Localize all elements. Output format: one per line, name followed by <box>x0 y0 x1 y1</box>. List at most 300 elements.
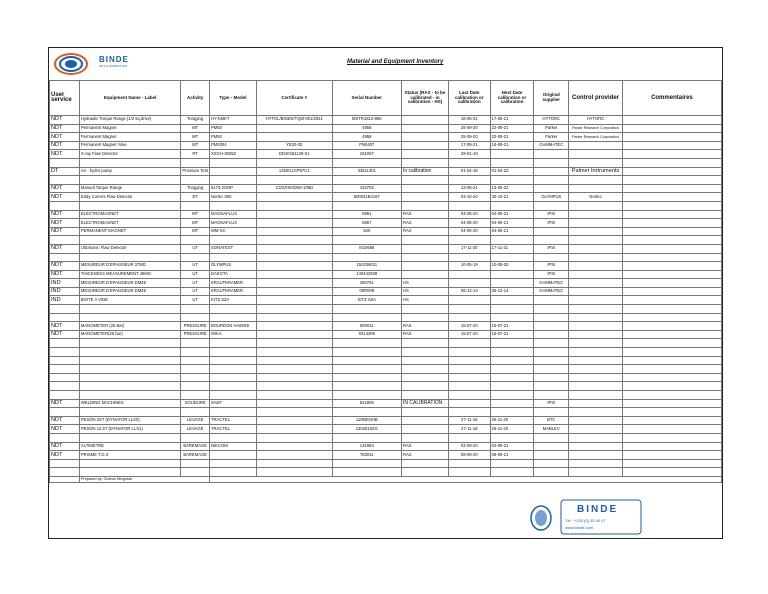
cell-last-date <box>448 270 490 279</box>
cell-activity <box>181 176 210 185</box>
cell-control <box>569 416 623 425</box>
cell-service <box>50 236 80 245</box>
cell-last-date <box>448 158 490 167</box>
table-row <box>50 399 722 408</box>
cell-last-date <box>448 313 490 322</box>
cell-next-date: 13-05-22 <box>490 184 534 193</box>
cell-activity: PRESSURE <box>181 330 210 339</box>
table-row <box>50 193 722 202</box>
cell-comments <box>622 330 721 339</box>
cell-control <box>569 287 623 296</box>
cell-next-date: 17-05-21 <box>490 116 534 125</box>
cell-equipment <box>79 391 181 400</box>
cell-comments <box>622 442 721 451</box>
cell-control <box>569 468 623 477</box>
cell-control <box>569 451 623 460</box>
cell-type <box>209 382 256 391</box>
cell-certificate <box>256 262 332 271</box>
cell-next-date <box>490 408 534 417</box>
cell-next-date <box>490 356 534 365</box>
table-row <box>50 210 722 219</box>
cell-status <box>401 416 448 425</box>
cell-activity <box>181 201 210 210</box>
table-row <box>50 133 722 142</box>
cell-status <box>401 373 448 382</box>
cell-equipment: Hydraulic Torque Range (1/2 sq.drive) <box>79 116 181 125</box>
cell-service <box>50 339 80 348</box>
cell-activity: Torqging <box>181 116 210 125</box>
cell-control <box>569 262 623 271</box>
cell-serial: 150236011 <box>332 262 401 271</box>
cell-next-date <box>490 313 534 322</box>
cell-supplier <box>534 296 569 305</box>
header-certificate: Certificate # <box>256 81 332 116</box>
cell-type: 6173-2GNP <box>209 184 256 193</box>
inventory-body <box>50 116 722 477</box>
cell-type <box>209 391 256 400</box>
cell-type <box>209 373 256 382</box>
cell-type <box>209 451 256 460</box>
table-row <box>50 425 722 434</box>
cell-activity: PRESSURE <box>181 322 210 331</box>
cell-equipment <box>79 348 181 357</box>
cell-activity: MT <box>181 133 210 142</box>
cell-serial: 4958 <box>332 124 401 133</box>
cell-certificate <box>256 253 332 262</box>
cell-supplier: MABLEV <box>534 425 569 434</box>
cell-last-date: 04-06-20 <box>448 210 490 219</box>
cell-next-date: 10-05-20 <box>490 262 534 271</box>
table-row <box>50 227 722 236</box>
cell-activity: MT <box>181 124 210 133</box>
table-row <box>50 373 722 382</box>
cell-type <box>209 365 256 374</box>
cell-last-date: 15-07-20 <box>448 322 490 331</box>
cell-next-date: 30-10-21 <box>490 193 534 202</box>
cell-serial <box>332 468 401 477</box>
cell-service <box>50 253 80 262</box>
cell-equipment: WELDING MACHINES <box>79 399 181 408</box>
cell-certificate <box>256 322 332 331</box>
cell-comments <box>622 176 721 185</box>
company-stamp <box>529 494 679 544</box>
cell-certificate <box>256 219 332 228</box>
cell-supplier <box>534 356 569 365</box>
cell-serial <box>332 313 401 322</box>
cell-activity <box>181 391 210 400</box>
cell-certificate: COS/HIS/DIM-1/9BI <box>256 184 332 193</box>
table-row <box>50 356 722 365</box>
cell-type <box>209 201 256 210</box>
cell-type: SONATEST <box>209 244 256 253</box>
cell-certificate <box>256 382 332 391</box>
cell-certificate <box>256 433 332 442</box>
cell-type: WM-SC <box>209 227 256 236</box>
cell-service <box>50 176 80 185</box>
cell-certificate <box>256 287 332 296</box>
cell-serial: 783011 <box>332 451 401 460</box>
cell-comments <box>622 425 721 434</box>
cell-next-date: 26-11-20 <box>490 425 534 434</box>
cell-status <box>401 459 448 468</box>
cell-last-date: 25-09-20 <box>448 133 490 142</box>
cell-next-date: 04-06-21 <box>490 219 534 228</box>
table-row <box>50 382 722 391</box>
cell-supplier <box>534 305 569 314</box>
cell-control <box>569 279 623 288</box>
cell-equipment <box>79 339 181 348</box>
cell-comments <box>622 236 721 245</box>
cell-supplier <box>534 433 569 442</box>
cell-type: BOURDON HAENNI <box>209 322 256 331</box>
cell-type: PM50 <box>209 133 256 142</box>
cell-serial: 5861 <box>332 210 401 219</box>
cell-serial <box>332 339 401 348</box>
cell-serial: 1302010ZG <box>332 425 401 434</box>
cell-activity <box>181 158 210 167</box>
cell-supplier <box>534 408 569 417</box>
header-last-date: Last Date calibration or calibration <box>448 81 490 116</box>
cell-activity: ET <box>181 193 210 202</box>
cell-last-date <box>448 176 490 185</box>
cell-control: Parker Research Corporation <box>569 124 623 133</box>
header-equipment: Equipment Name - Label <box>79 81 181 116</box>
cell-service: NDT <box>50 116 80 125</box>
cell-activity <box>181 365 210 374</box>
cell-control: Parker Research Corporation <box>569 133 623 142</box>
table-row <box>50 442 722 451</box>
cell-supplier <box>534 365 569 374</box>
cell-equipment: Air - hydro pump <box>79 167 181 176</box>
cell-next-date: 04-06-21 <box>490 210 534 219</box>
cell-status <box>401 382 448 391</box>
cell-type: PM2004 <box>209 141 256 150</box>
table-row <box>50 176 722 185</box>
cell-status <box>401 158 448 167</box>
cell-type: KITZ SZA <box>209 296 256 305</box>
cell-equipment: ALTIMETRE <box>79 442 181 451</box>
cell-comments <box>622 193 721 202</box>
cell-certificate <box>256 305 332 314</box>
cell-certificate <box>256 201 332 210</box>
cell-serial <box>332 382 401 391</box>
cell-comments <box>622 270 721 279</box>
cell-certificate <box>256 158 332 167</box>
cell-last-date: 08-09-20 <box>448 451 490 460</box>
cell-activity: UT <box>181 279 210 288</box>
cell-last-date <box>448 339 490 348</box>
cell-control <box>569 141 623 150</box>
cell-next-date <box>490 348 534 357</box>
cell-certificate <box>256 399 332 408</box>
cell-control <box>569 150 623 159</box>
cell-activity: MT <box>181 227 210 236</box>
cell-next-date <box>490 279 534 288</box>
cell-status <box>401 116 448 125</box>
cell-last-date <box>448 391 490 400</box>
cell-service: IND <box>50 296 80 305</box>
cell-comments <box>622 468 721 477</box>
cell-equipment <box>79 305 181 314</box>
cell-service: NDT <box>50 219 80 228</box>
cell-activity <box>181 373 210 382</box>
cell-service: IND <box>50 287 80 296</box>
cell-last-date <box>448 356 490 365</box>
cell-serial <box>332 365 401 374</box>
cell-certificate <box>256 133 332 142</box>
cell-equipment: Permanent Magnet <box>79 133 181 142</box>
cell-serial <box>332 201 401 210</box>
cell-next-date <box>490 339 534 348</box>
cell-last-date <box>448 459 490 468</box>
cell-type <box>209 348 256 357</box>
cell-certificate <box>256 193 332 202</box>
cell-serial: PN0407 <box>332 141 401 150</box>
cell-status <box>401 339 448 348</box>
cell-supplier <box>534 373 569 382</box>
cell-last-date: 27-11-19 <box>448 425 490 434</box>
cell-last-date: 01-04-18 <box>448 167 490 176</box>
cell-control <box>569 270 623 279</box>
table-row <box>50 244 722 253</box>
header-comments: Commentaires <box>622 81 721 116</box>
cell-activity <box>181 339 210 348</box>
cell-status <box>401 124 448 133</box>
cell-serial: 5867 <box>332 219 401 228</box>
cell-last-date: 10-05-19 <box>448 262 490 271</box>
cell-equipment: ELECTROMAGNET <box>79 210 181 219</box>
cell-equipment <box>79 176 181 185</box>
cell-activity: Pressure Test <box>181 167 210 176</box>
cell-equipment: PESON 2ST (DYNAFOR LLX0) <box>79 416 181 425</box>
cell-control <box>569 158 623 167</box>
cell-supplier <box>534 339 569 348</box>
cell-certificate <box>256 365 332 374</box>
cell-type <box>209 305 256 314</box>
cell-equipment <box>79 356 181 365</box>
table-row <box>50 305 722 314</box>
cell-control <box>569 433 623 442</box>
cell-certificate <box>256 236 332 245</box>
cell-serial: 920 <box>332 227 401 236</box>
cell-comments <box>622 184 721 193</box>
cell-service <box>50 433 80 442</box>
cell-equipment: MANOMETER (25 Bar) <box>79 322 181 331</box>
cell-comments <box>622 322 721 331</box>
cell-service: NDT <box>50 227 80 236</box>
cell-last-date <box>448 382 490 391</box>
cell-status <box>401 313 448 322</box>
cell-type: TRACTEL <box>209 416 256 425</box>
cell-service: NDT <box>50 442 80 451</box>
cell-activity: UT <box>181 244 210 253</box>
cell-service <box>50 348 80 357</box>
cell-control <box>569 348 623 357</box>
cell-service <box>50 391 80 400</box>
cell-last-date <box>448 348 490 357</box>
cell-comments <box>622 348 721 357</box>
cell-serial <box>332 176 401 185</box>
cell-status <box>401 236 448 245</box>
cell-comments <box>622 433 721 442</box>
cell-type: KRAUTKRAMER <box>209 279 256 288</box>
cell-next-date: 15-07-21 <box>490 322 534 331</box>
cell-comments <box>622 116 721 125</box>
cell-activity: MT <box>181 219 210 228</box>
table-row <box>50 253 722 262</box>
cell-type: PM50 <box>209 124 256 133</box>
cell-next-date: 01-04-22 <box>490 167 534 176</box>
cell-control <box>569 408 623 417</box>
cell-last-date: 02-09-20 <box>448 442 490 451</box>
stamp-line2: www.binde.com <box>565 525 594 530</box>
cell-supplier <box>534 391 569 400</box>
cell-status <box>401 348 448 357</box>
cell-control <box>569 184 623 193</box>
cell-serial: 433702 <box>332 184 401 193</box>
cell-next-date: 16-09-21 <box>490 141 534 150</box>
logo-wordmark: BINDE <box>99 55 129 64</box>
cell-comments <box>622 391 721 400</box>
cell-status <box>401 176 448 185</box>
cell-equipment: PERMANENT MAGNET <box>79 227 181 236</box>
cell-comments <box>622 227 721 236</box>
cell-control <box>569 399 623 408</box>
cell-equipment <box>79 313 181 322</box>
cell-last-date <box>448 373 490 382</box>
cell-comments <box>622 262 721 271</box>
cell-supplier <box>534 201 569 210</box>
cell-activity <box>181 468 210 477</box>
cell-next-date <box>490 433 534 442</box>
cell-activity: LEVAGE <box>181 425 210 434</box>
cell-serial: 1106004HB <box>332 416 401 425</box>
cell-serial <box>332 236 401 245</box>
cell-equipment: ELECTROMAGNET <box>79 219 181 228</box>
cell-control: Nortec <box>569 193 623 202</box>
cell-status: HS <box>401 296 448 305</box>
cell-service: NDT <box>50 425 80 434</box>
prepared-by: Prepared by: Gideon Mingolah <box>79 476 209 482</box>
cell-serial: 600031B4197 <box>332 193 401 202</box>
cell-certificate <box>256 451 332 460</box>
cell-equipment: Manual Torque Range <box>79 184 181 193</box>
cell-supplier: BTC <box>534 416 569 425</box>
cell-comments <box>622 219 721 228</box>
cell-last-date: 29-01-19 <box>448 150 490 159</box>
table-row <box>50 167 722 176</box>
footer-row <box>50 476 722 482</box>
cell-activity <box>181 433 210 442</box>
cell-type: MAGNAFLUX <box>209 219 256 228</box>
footer-blank <box>50 476 80 482</box>
cell-control <box>569 313 623 322</box>
header-activity: Activity <box>181 81 210 116</box>
cell-service: NDT <box>50 330 80 339</box>
cell-comments <box>622 167 721 176</box>
cell-supplier: GAMMATEC <box>534 287 569 296</box>
cell-certificate <box>256 425 332 434</box>
cell-comments <box>622 365 721 374</box>
cell-certificate <box>256 391 332 400</box>
cell-activity <box>181 459 210 468</box>
cell-comments <box>622 201 721 210</box>
cell-serial: 131884 <box>332 442 401 451</box>
cell-status <box>401 201 448 210</box>
cell-supplier: Parker <box>534 133 569 142</box>
cell-certificate <box>256 124 332 133</box>
cell-next-date <box>490 158 534 167</box>
cell-type: KRAUTKRAMER <box>209 287 256 296</box>
cell-supplier <box>534 167 569 176</box>
cell-comments <box>622 158 721 167</box>
cell-status <box>401 391 448 400</box>
cell-service <box>50 313 80 322</box>
cell-next-date: 26-11-20 <box>490 416 534 425</box>
cell-control <box>569 330 623 339</box>
cell-status: RAS <box>401 210 448 219</box>
cell-control <box>569 296 623 305</box>
cell-certificate <box>256 459 332 468</box>
cell-status: In calibration <box>401 167 448 176</box>
table-row <box>50 416 722 425</box>
cell-last-date: 04-06-20 <box>448 219 490 228</box>
cell-status: RAS <box>401 330 448 339</box>
cell-equipment: X-ray Flaw Detector <box>79 150 181 159</box>
cell-certificate <box>256 270 332 279</box>
header-type-model: Type - Model <box>209 81 256 116</box>
cell-certificate <box>256 296 332 305</box>
cell-last-date <box>448 365 490 374</box>
cell-equipment <box>79 468 181 477</box>
cell-supplier <box>534 330 569 339</box>
cell-type: OLYMPUS <box>209 262 256 271</box>
table-row <box>50 184 722 193</box>
cell-service: NDT <box>50 262 80 271</box>
cell-equipment <box>79 408 181 417</box>
cell-comments <box>622 416 721 425</box>
header-supplier: Original supplier <box>534 81 569 116</box>
cell-type: XXGH-3505Z <box>209 150 256 159</box>
cell-control <box>569 365 623 374</box>
cell-serial <box>332 253 401 262</box>
cell-next-date: 02-09-21 <box>490 442 534 451</box>
cell-service: NDT <box>50 124 80 133</box>
cell-status: RAS <box>401 322 448 331</box>
cell-next-date: 15-07-21 <box>490 330 534 339</box>
cell-next-date <box>490 305 534 314</box>
cell-supplier <box>534 253 569 262</box>
header-control: Control provider <box>569 81 623 116</box>
header-status: Status (RAS - to be calibrated - in calibration - HS) <box>401 81 448 116</box>
cell-equipment: Permanent Magnet <box>79 124 181 133</box>
cell-certificate <box>256 408 332 417</box>
cell-comments <box>622 296 721 305</box>
cell-type <box>209 408 256 417</box>
cell-service <box>50 201 80 210</box>
cell-certificate <box>256 373 332 382</box>
cell-status <box>401 270 448 279</box>
cell-next-date <box>490 391 534 400</box>
cell-service <box>50 373 80 382</box>
cell-serial: 800011 <box>332 322 401 331</box>
cell-type <box>209 339 256 348</box>
cell-type <box>209 459 256 468</box>
cell-next-date: 04-06-21 <box>490 227 534 236</box>
cell-type: HY-SMKT <box>209 116 256 125</box>
company-logo <box>49 48 157 80</box>
cell-status <box>401 184 448 193</box>
